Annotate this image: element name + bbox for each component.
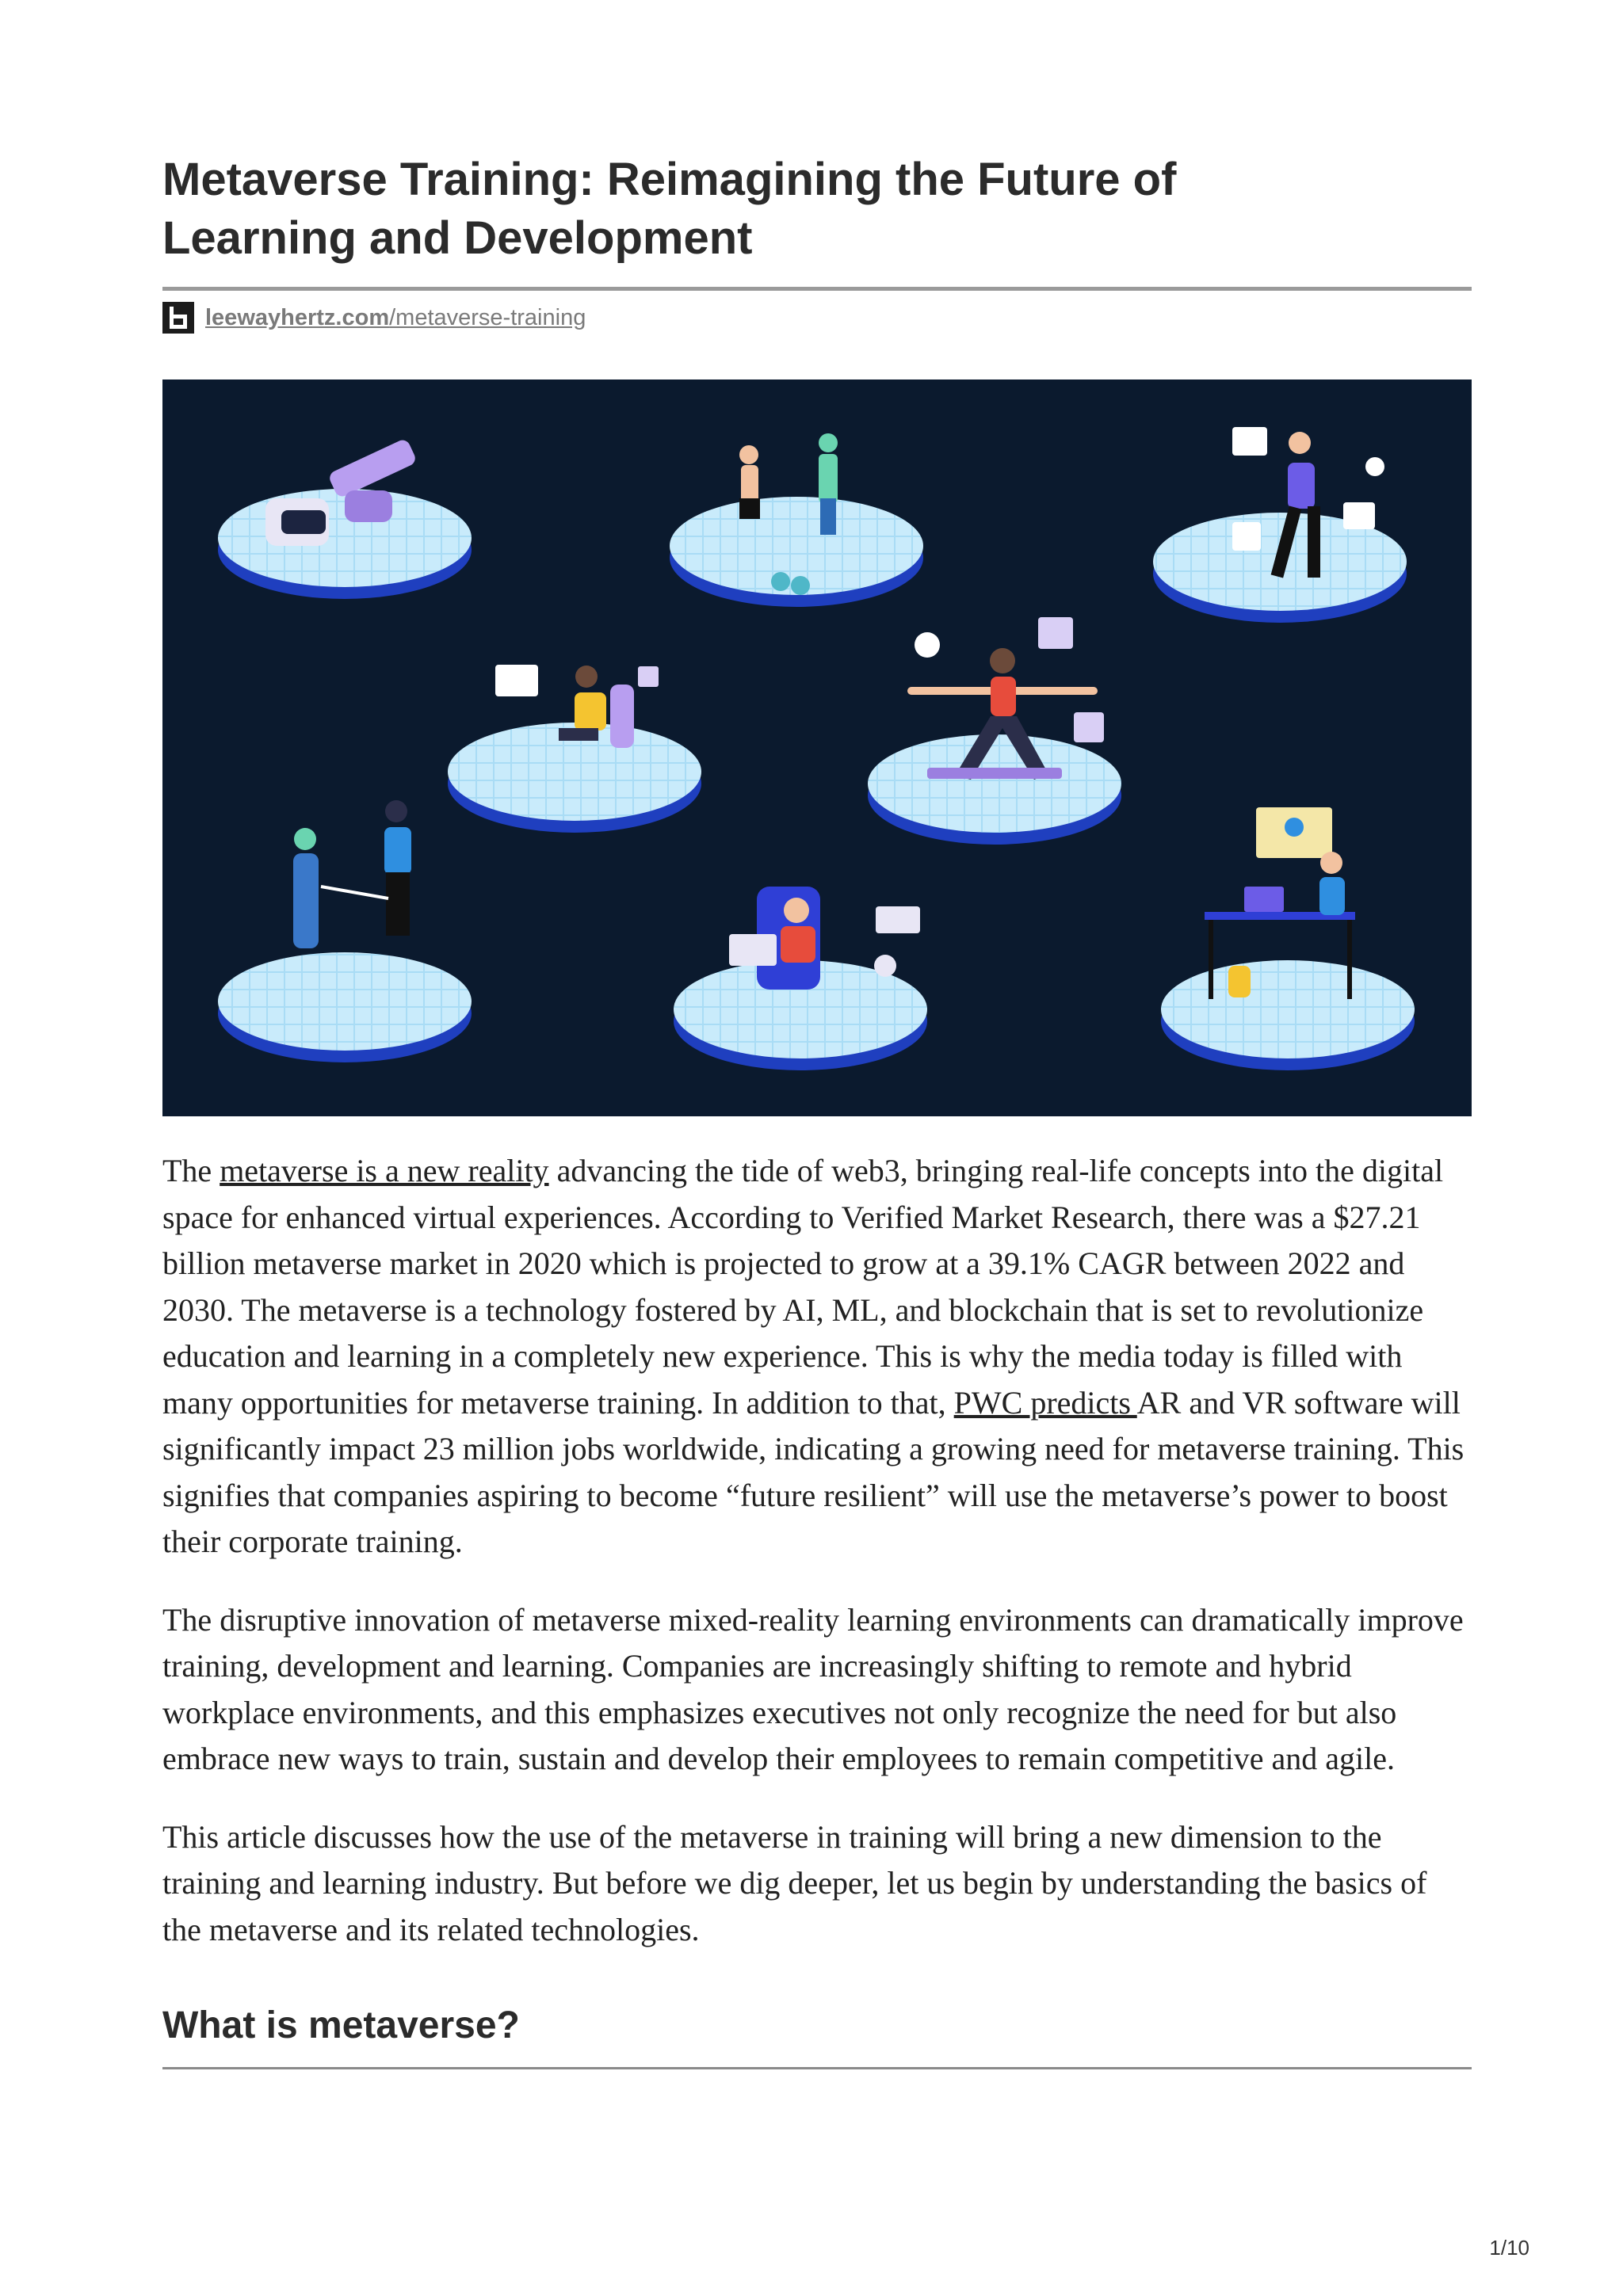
paragraph-article-scope: This article discusses how the use of the metaverse in training will bring a new dimension to the training and learning industry. But before we dig deeper, let us begin by understanding the basics of the metaverse and its related technologies. (162, 1818, 1427, 1947)
paragraph-intro (162, 1148, 1472, 1566)
metaverse-new-reality-link[interactable]: metaverse is a new reality (220, 1153, 549, 1188)
intro-lead: The (162, 1153, 220, 1188)
intro-text-part2: AR and VR software will significantly impact 23 million jobs worldwide, indicating a growing need for metaverse training. This signifies that companies aspiring to become “future resilient” will use the metaverse’s power to boost their corporate training. (162, 1384, 1465, 1559)
hero-illustration (162, 379, 1472, 1116)
intro-text-part1: advancing the tide of web3, bringing real-life concepts into the digital space for enhanced virtual experiences. According to Verified Market Research, there was a $27.21 billion metaverse market in 2020 which is projected to grow at a 39.1% CAGR between 2022 and 2030. The metaverse is a technology fostered by AI, ML, and blockchain that is set to revolutionize education and learning in a completely new experience. This is why the media today is filled with many opportunities for metaverse training. In addition to that, (162, 1153, 1444, 1421)
site-favicon-icon (162, 302, 194, 334)
paragraph-disruptive: The disruptive innovation of metaverse mixed-reality learning environments can dramatically improve training, development and learning. Companies are increasingly shifting to remote and hybrid workplace environments, and this emphasizes executives not only recognize the need for but also embrace new ways to train, sustain and develop their employees to remain competitive and agile. (162, 1601, 1464, 1776)
source-domain: leewayhertz.com (205, 304, 390, 330)
source-line (162, 302, 1472, 334)
article-title: Metaverse Training: Reimagining the Future of Learning and Development (162, 154, 1177, 264)
title-divider (162, 287, 1472, 291)
section-divider (162, 2067, 1472, 2069)
source-link[interactable] (205, 305, 586, 331)
page-number: 1/10 (1489, 2236, 1529, 2260)
section-heading: What is metaverse? (162, 2004, 520, 2046)
article (162, 151, 1472, 2069)
pwc-predicts-link[interactable]: PWC predicts (953, 1384, 1137, 1421)
source-path: /metaverse-training (389, 304, 586, 330)
